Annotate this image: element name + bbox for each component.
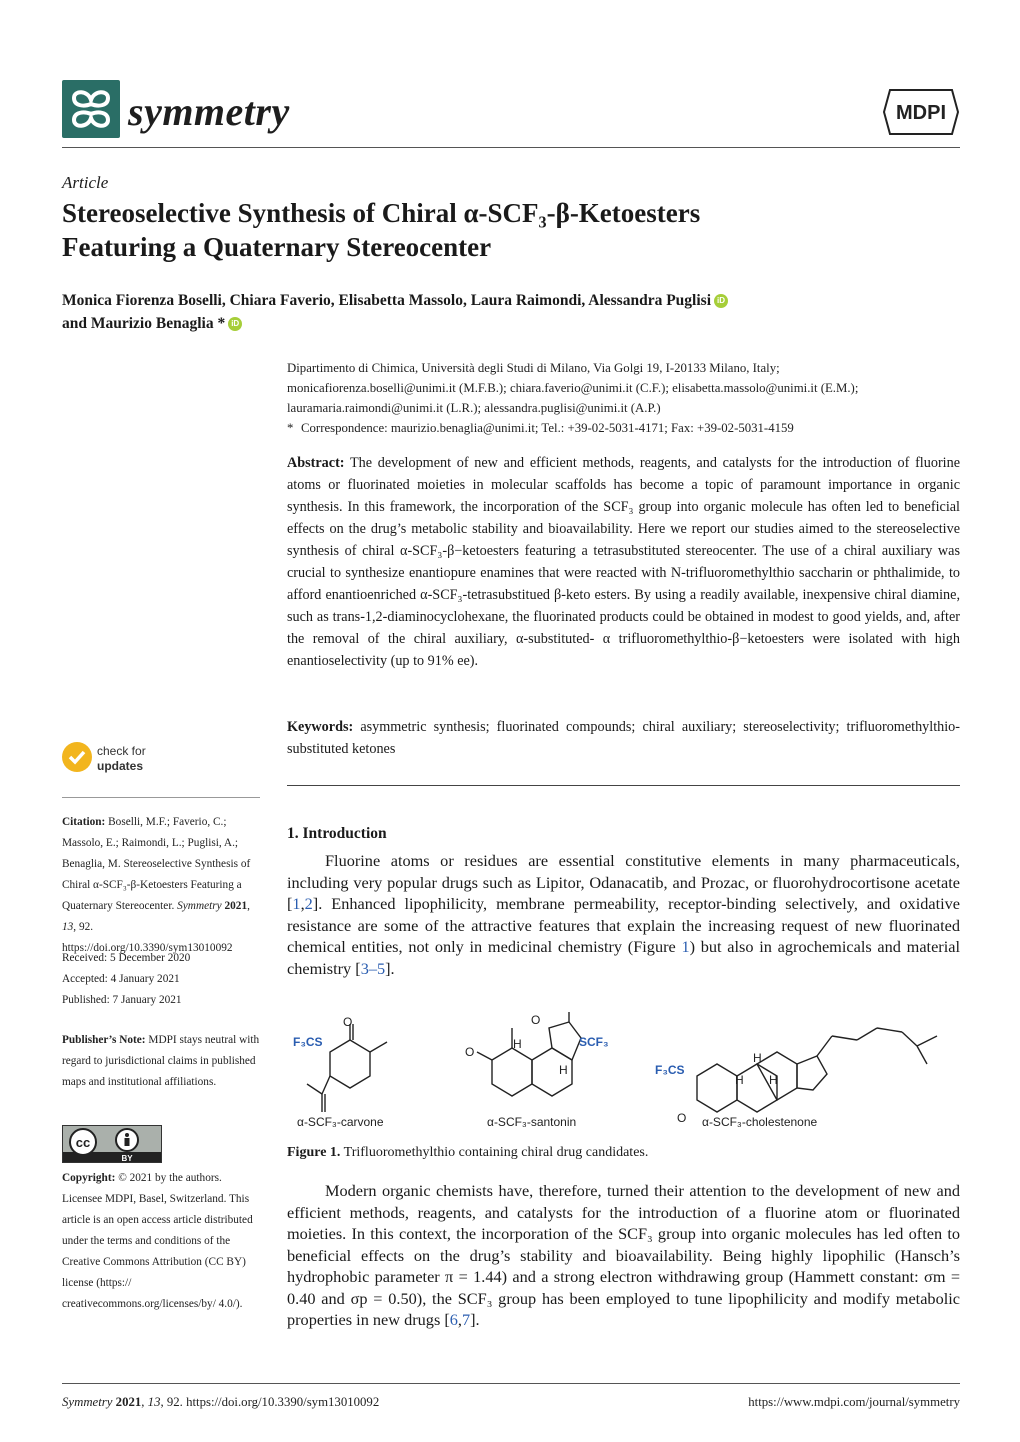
ref-link[interactable]: 7	[462, 1310, 471, 1329]
citation-journal: Symmetry	[177, 900, 222, 912]
footer-citation: Symmetry 2021, 13, 92. https://doi.org/10.3390/sym13010092	[62, 1395, 380, 1409]
ref-link[interactable]: 6	[449, 1310, 458, 1329]
correspondence-star: *	[287, 421, 294, 435]
by-label: BY	[121, 1154, 133, 1162]
orcid-icon[interactable]: iD	[714, 294, 728, 308]
publisher-note-label: Publisher’s Note:	[62, 1034, 146, 1046]
figure-link[interactable]: 1	[681, 937, 690, 956]
cc-by-license-icon[interactable]	[62, 1125, 162, 1163]
date-published: Published: 7 January 2021	[62, 994, 182, 1006]
cc-label: cc	[75, 1135, 91, 1150]
citation-text: Boselli, M.F.; Faverio, C.; Massolo, E.; Raimondi, L.; Puglisi, A.; Benaglia, M. Stereoselective Synthesis of Chiral α-SCF₃-β-Ketoesters Featuring a Quaternary Stereocenter.	[62, 816, 251, 912]
atom-label: H	[513, 1037, 522, 1051]
figure-caption-label: Figure 1.	[287, 1145, 341, 1160]
orcid-icon[interactable]: iD	[228, 317, 242, 331]
authors-line-2: and Maurizio Benaglia *	[62, 315, 226, 332]
check-updates-line-1[interactable]: check for	[97, 744, 146, 758]
atom-label: O	[343, 1015, 353, 1029]
atom-label: F₃CS	[655, 1063, 685, 1077]
publisher-name: MDPI	[896, 102, 946, 124]
footer-url[interactable]: https://www.mdpi.com/journal/symmetry	[748, 1395, 960, 1409]
affiliation-line-3[interactable]: lauramaria.raimondi@unimi.it (L.R.); alessandra.puglisi@unimi.it (A.P.)	[287, 401, 661, 415]
footer-year: 2021	[115, 1395, 142, 1409]
article-type: Article	[62, 173, 109, 192]
affiliation	[287, 358, 960, 438]
cholestenone-structure	[697, 1028, 937, 1112]
publisher-note-text: MDPI stays neutral with regard to jurisdictional claims in published maps and institutional affiliations.	[62, 1034, 260, 1088]
author-list	[62, 289, 960, 335]
atom-label: H	[769, 1073, 778, 1087]
ref-link[interactable]: 3–5	[360, 958, 386, 978]
footer-volume: 13	[147, 1395, 161, 1409]
footer-divider	[62, 1383, 960, 1384]
atom-label: O	[677, 1111, 687, 1125]
keywords-text: asymmetric synthesis; fluorinated compounds; chiral auxiliary; stereoselectivity; trifluoromethylthio-substituted ketones	[287, 719, 961, 757]
figure-1	[287, 1010, 960, 1140]
atom-label: H	[735, 1073, 744, 1087]
copyright-text[interactable]: © 2021 by the authors. Licensee MDPI, Basel, Switzerland. This article is an open access article distributed under the terms and conditions of the Creative Commons Attribution (CC BY) license (https:// creativecommons.org/licenses/by/ 4.0/).	[62, 1172, 253, 1310]
article-title	[62, 196, 960, 264]
atom-label: H	[559, 1063, 568, 1077]
intro-paragraph-2: Modern organic chemists have, therefore, turned their attention to the development of new and efficient methods, reagents, and catalysts for the introduction of a fluorine atom or fluorinated moieties. In this context, the incorporation of the SCF₃ group into organic molecules has led often to beneficial effects on the drug’s stability and bioavailability. Being highly lipophilic (Hansch’s hydrophobic parameter π = 1.44) and a strong electron withdrawing group (Hammett constant: σm = 0.40 and σp = 0.50), the SCF₃ group has been employed to tune lipophilicity and modify metabolic properties in new drugs [6,7].	[287, 1181, 960, 1329]
atom-label: F₃CS	[293, 1035, 323, 1049]
check-updates-icon[interactable]	[62, 742, 92, 772]
dates	[62, 948, 262, 1011]
journal-name[interactable]: symmetry	[128, 89, 290, 134]
keywords	[287, 716, 960, 760]
keywords-label: Keywords:	[287, 719, 354, 735]
copyright	[62, 1168, 262, 1315]
copyright-label: Copyright:	[62, 1172, 116, 1184]
figure-label-cholestenone: α-SCF₃-cholestenone	[702, 1115, 818, 1129]
intro-paragraph-1: Fluorine atoms or residues are essential constitutive elements in many pharmaceuticals, including very popular drugs such as Lipitor, Odanacatib, and Prozac, or fluorohydrocortisone acetate [1,2]. Enhanced lipophilicity, membrane permeability, receptor-binding selectively, and oxidative resistance are some of the attractive features that explain the increasing request of new fluorinated chemical entities, not only in medicinal chemistry (Figure 1) but also in agrochemicals and material chemistry [3–5].	[287, 851, 960, 978]
santonin-structure	[477, 1012, 581, 1096]
atom-label: H	[753, 1051, 762, 1065]
atom-label: O	[465, 1045, 475, 1059]
figure-label-santonin: α-SCF₃-santonin	[487, 1115, 577, 1129]
citation: Citation: Boselli, M.F.; Faverio, C.; Massolo, E.; Raimondi, L.; Puglisi, A.; Benaglia, M. Stereoselective Synthesis of Chiral α-SCF₃-β-Ketoesters Featuring a Quaternary Stereocenter. Symmetry 2021, 13, 92. https://doi.org/10.3390/sym13010092	[62, 816, 251, 954]
mdpi-logo[interactable]	[882, 86, 960, 138]
citation-label: Citation:	[62, 816, 106, 828]
title-line-2: Featuring a Quaternary Stereocenter	[62, 232, 492, 262]
date-received: Received: 5 December 2020	[62, 952, 191, 964]
footer-doi[interactable]: , 92. https://doi.org/10.3390/sym13010092	[160, 1395, 380, 1409]
citation-volume: 13	[62, 921, 74, 933]
check-updates-line-2[interactable]: updates	[97, 759, 144, 773]
header-divider	[62, 147, 960, 148]
correspondence[interactable]: Correspondence: maurizio.benaglia@unimi.it; Tel.: +39-02-5031-4171; Fax: +39-02-5031-4159	[301, 421, 794, 435]
publisher-note	[62, 1030, 262, 1093]
atom-label: SCF₃	[579, 1035, 609, 1049]
citation-year: 2021	[224, 900, 248, 912]
figure-label-carvone: α-SCF₃-carvone	[297, 1115, 384, 1129]
abstract-text: The development of new and efficient methods, reagents, and catalysts for the introduction of fluorine atoms or fluorinated moieties in molecular scaffolds has become a topic of paramount importance in organic synthesis. In this framework, the incorporation of the SCF₃ group into organic molecule has often led to beneficial effects on the drug’s metabolic stability and bioavailability. Here we report our studies aimed to the stereoselective synthesis of chiral α-SCF₃-β−ketoesters featuring a tetrasubstituted stereocenter. The use of a chiral auxiliary was crucial to synthesize enantiopure enamines that were reacted with N-trifluoromethylthio saccharin or phthalimide, to afford enantioenriched α-SCF₃-tetrasubstitued β-keto esters. By using a readily available, inexpensive chiral diamine, such as trans-1,2-diaminocyclohexane, the fluorinated products could be obtained in modest to good yields, and, after the removal of the chiral auxiliary, α-substituted- α trifluoromethylthio-β−ketoesters were isolated with high enantioselectivity (up to 91% ee).	[287, 455, 960, 669]
date-accepted: Accepted: 4 January 2021	[62, 973, 180, 985]
figure-caption-text: Trifluoromethylthio containing chiral drug candidates.	[343, 1145, 649, 1160]
atom-label: O	[531, 1013, 541, 1027]
journal-logo-icon	[62, 80, 120, 138]
left-divider	[62, 797, 260, 798]
keywords-divider	[287, 785, 960, 786]
citation-rest[interactable]: , 92. https://doi.org/10.3390/sym13010092	[62, 921, 233, 954]
section-heading: 1. Introduction	[287, 825, 387, 842]
abstract-label: Abstract:	[287, 455, 345, 471]
abstract	[287, 452, 960, 672]
footer-journal: Symmetry	[62, 1395, 113, 1409]
ref-link[interactable]: 1	[292, 894, 301, 913]
affiliation-line-1: Dipartimento di Chimica, Università degli Studi di Milano, Via Golgi 19, I-20133 Milano, Italy;	[287, 361, 780, 375]
title-line-1: Stereoselective Synthesis of Chiral α-SCF₃-β-Ketoesters	[62, 198, 701, 228]
authors-line-1: Monica Fiorenza Boselli, Chiara Faverio, Elisabetta Massolo, Laura Raimondi, Alessandra Puglisi	[62, 292, 711, 309]
ref-link[interactable]: 2	[304, 894, 313, 913]
affiliation-line-2[interactable]: monicafiorenza.boselli@unimi.it (M.F.B.); chiara.faverio@unimi.it (C.F.); elisabetta.massolo@unimi.it (E.M.);	[287, 381, 859, 395]
figure-caption	[287, 1145, 960, 1161]
